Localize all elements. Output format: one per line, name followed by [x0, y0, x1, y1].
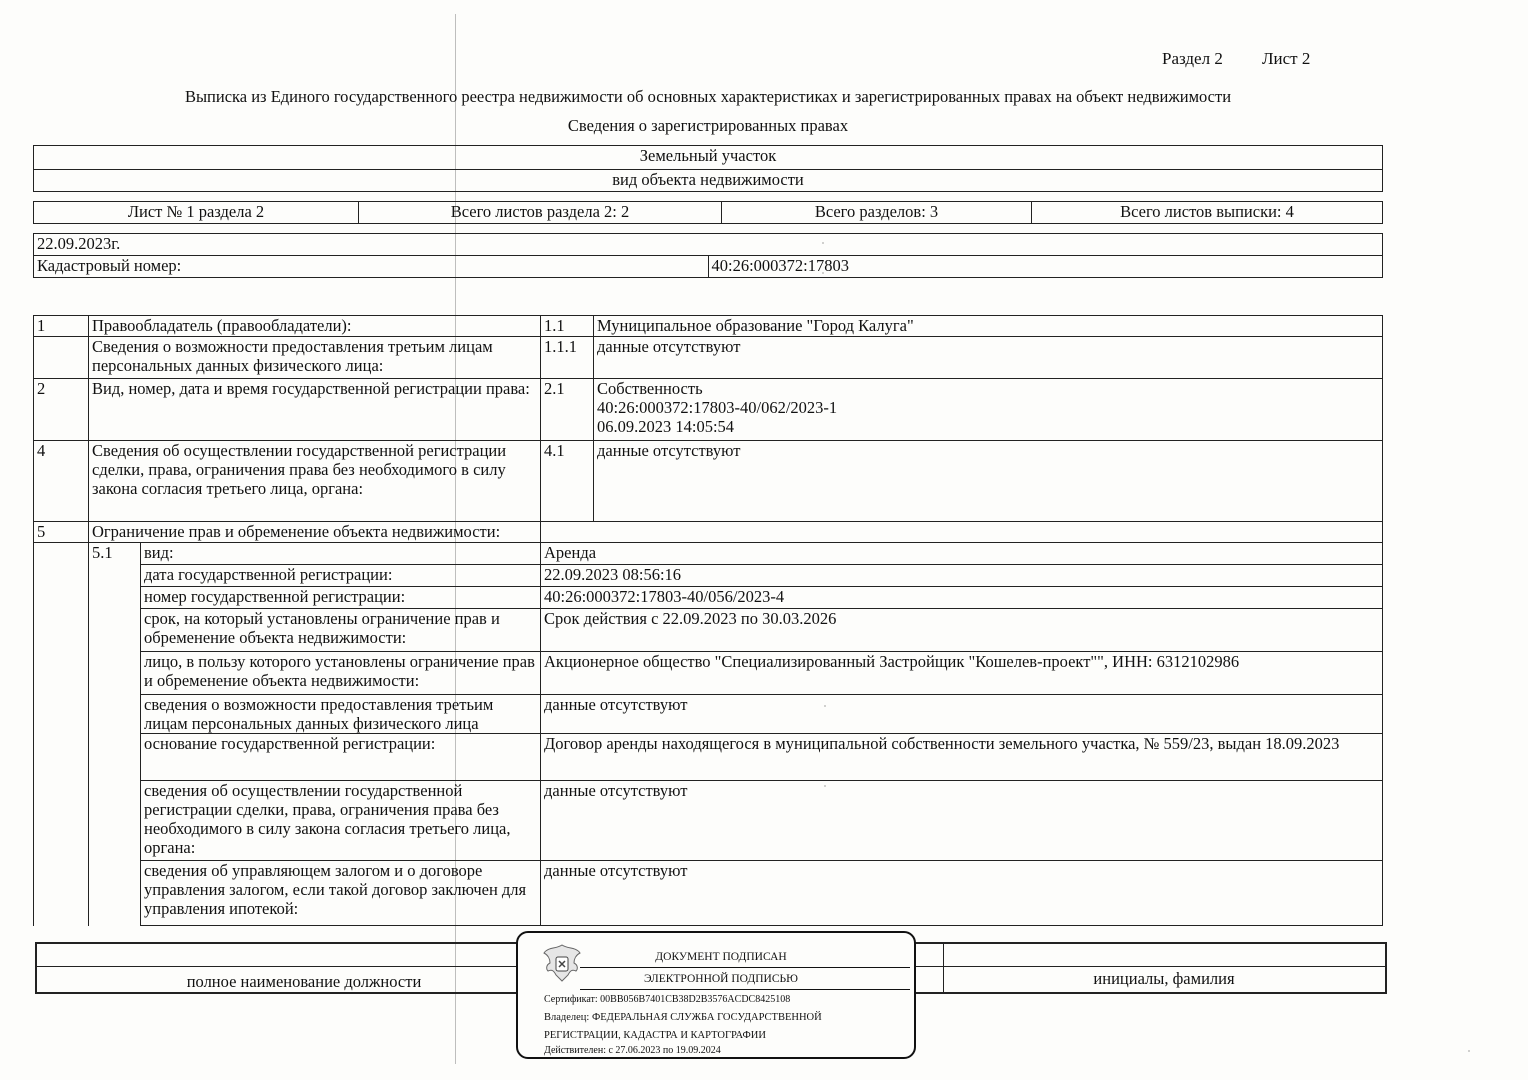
document-title: Выписка из Единого государственного реестра недвижимости об основных характеристиках и зарегистрированных правах на объект недвижимости: [184, 87, 1232, 106]
encumbrance-field-value: 40:26:000372:17803-40/056/2023-4: [541, 587, 1383, 609]
cadastral-label: Кадастровый номер:: [34, 256, 709, 278]
encumbrance-field-label: сведения о возможности предоставления третьим лицам персональных данных физического лица: [141, 695, 541, 734]
encumbrance-field-label: сведения об осуществлении государственной регистрации сделки, права, ограничения права без необходимого в силу закона согласия третьего лица, органа:: [141, 781, 541, 861]
encumbrance-field-label: дата государственной регистрации:: [141, 565, 541, 587]
section-label: Раздел 2: [1162, 49, 1223, 68]
sheet-number: Лист № 1 раздела 2: [34, 202, 359, 224]
holder-label: Правообладатель (правообладатели):: [89, 316, 541, 337]
sheet-counters-table: [33, 201, 1383, 224]
scan-speck: [1468, 1050, 1470, 1052]
encumbrance-label: Ограничение прав и обременение объекта недвижимости:: [89, 522, 541, 543]
stamp-validity: Действителен: с 27.06.2023 по 19.09.2024: [544, 1045, 721, 1056]
encumbrance-field-label: номер государственной регистрации:: [141, 587, 541, 609]
row-code: 1.1: [541, 316, 594, 337]
row-number: 1: [34, 316, 89, 337]
object-type-value: Земельный участок: [34, 146, 1383, 170]
encumbrance-field-value: Срок действия с 22.09.2023 по 30.03.2026: [541, 609, 1383, 652]
encumbrance-field-value: данные отсутствуют: [541, 781, 1383, 861]
rights-table: [33, 315, 1383, 926]
personal-data-value: данные отсутствуют: [594, 337, 1383, 379]
stamp-owner-line1: Владелец: ФЕДЕРАЛЬНАЯ СЛУЖБА ГОСУДАРСТВЕННОЙ: [544, 1012, 822, 1023]
personal-data-label: Сведения о возможности предоставления третьим лицам персональных данных физического лица:: [89, 337, 541, 379]
row-number: 5: [34, 522, 89, 543]
consent-label: Сведения об осуществлении государственной регистрации сделки, права, ограничения права без необходимого в силу закона согласия третьего лица, органа:: [89, 441, 541, 522]
position-caption: полное наименование должности: [186, 972, 422, 991]
document-subtitle: Сведения о зарегистрированных правах: [567, 116, 849, 135]
row-code: 4.1: [541, 441, 594, 522]
encumbrance-field-label: сведения об управляющем залогом и о договоре управления залогом, если такой договор заключен для управления ипотекой:: [141, 861, 541, 926]
encumbrance-field-label: основание государственной регистрации:: [141, 734, 541, 781]
sheets-in-section: Всего листов раздела 2: 2: [359, 202, 722, 224]
electronic-signature-stamp: [516, 931, 916, 1059]
encumbrance-field-label: лицо, в пользу которого установлены ограничение прав и обременение объекта недвижимости:: [141, 652, 541, 695]
sheet-label: Лист 2: [1262, 49, 1311, 68]
registration-value: Собственность 40:26:000372:17803-40/062/2023-1 06.09.2023 14:05:54: [594, 379, 1383, 441]
row-number: 4: [34, 441, 89, 522]
encumbrance-field-value: 22.09.2023 08:56:16: [541, 565, 1383, 587]
cadastral-value: 40:26:000372:17803: [708, 256, 1383, 278]
row-number: 2: [34, 379, 89, 441]
stamp-owner-line2: РЕГИСТРАЦИИ, КАДАСТРА И КАРТОГРАФИИ: [544, 1030, 766, 1041]
row-code: 5.1: [89, 543, 141, 926]
encumbrance-field-value: Договор аренды находящегося в муниципальной собственности земельного участка, № 559/23, выдан 18.09.2023: [541, 734, 1383, 781]
encumbrance-field-value: Акционерное общество "Специализированный Застройщик "Кошелев-проект"", ИНН: 6312102986: [541, 652, 1383, 695]
extract-date: 22.09.2023г.: [34, 234, 1383, 256]
sheets-total: Всего листов выписки: 4: [1032, 202, 1383, 224]
name-caption: инициалы, фамилия: [1093, 969, 1235, 988]
row-code: 1.1.1: [541, 337, 594, 379]
consent-value: данные отсутствуют: [594, 441, 1383, 522]
stamp-title-line2: ЭЛЕКТРОННОЙ ПОДПИСЬЮ: [644, 973, 798, 985]
encumbrance-field-value: данные отсутствуют: [541, 861, 1383, 926]
encumbrance-field-value: данные отсутствуют: [541, 695, 1383, 734]
sections-total: Всего разделов: 3: [722, 202, 1032, 224]
stamp-title-line1: ДОКУМЕНТ ПОДПИСАН: [655, 951, 787, 963]
row-code: 2.1: [541, 379, 594, 441]
encumbrance-field-value: Аренда: [541, 543, 1383, 565]
object-type-caption: вид объекта недвижимости: [34, 170, 1383, 192]
object-type-table: [33, 145, 1383, 192]
cadastral-table: [33, 233, 1383, 278]
holder-value: Муниципальное образование "Город Калуга": [594, 316, 1383, 337]
encumbrance-field-label: срок, на который установлены ограничение прав и обременение объекта недвижимости:: [141, 609, 541, 652]
encumbrance-field-label: вид:: [141, 543, 541, 565]
stamp-certificate: Сертификат: 00BB056B7401CB38D2B3576ACDC8425108: [544, 994, 791, 1005]
registration-label: Вид, номер, дата и время государственной регистрации права:: [89, 379, 541, 441]
